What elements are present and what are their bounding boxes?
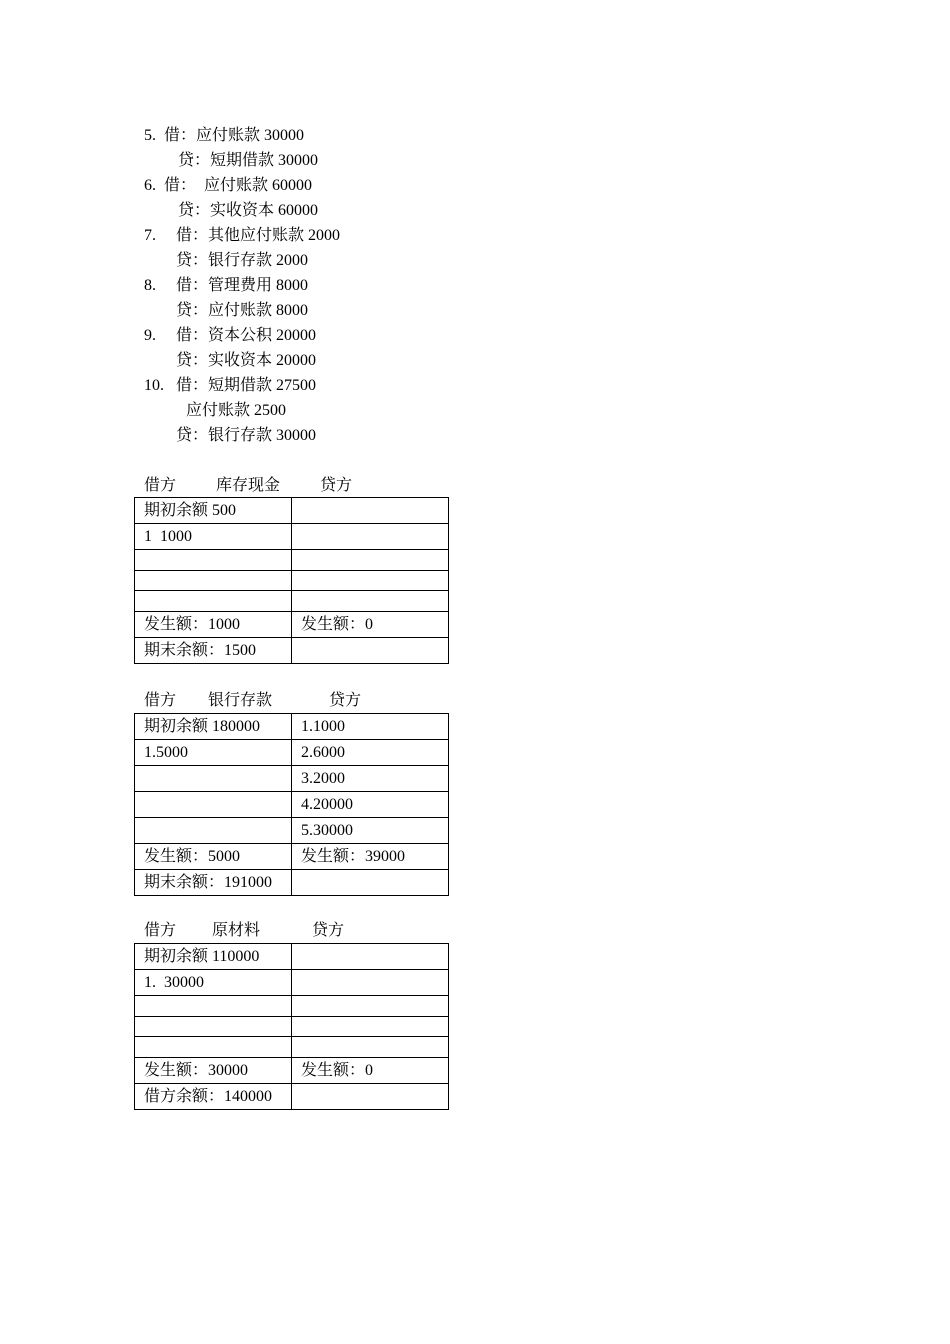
entry-10-debit-2: 应付账款 2500	[186, 402, 287, 419]
table-row	[135, 944, 449, 970]
t-account-bank-title: 银行存款	[208, 692, 273, 709]
credit-cell: 发生额：39000	[292, 844, 449, 870]
table-row	[135, 591, 449, 612]
table-row	[135, 818, 449, 844]
debit-cell: 期末余额：1500	[135, 638, 292, 664]
debit-cell: 1 1000	[135, 524, 292, 550]
debit-cell: 发生额：1000	[135, 612, 292, 638]
table-row	[135, 996, 449, 1017]
credit-cell: 4.20000	[292, 792, 449, 818]
debit-cell: 1.5000	[135, 740, 292, 766]
credit-cell	[292, 970, 449, 996]
t-account-materials-debit-label: 借方	[144, 922, 177, 939]
t-account-cash-credit-label: 贷方	[320, 477, 353, 494]
t-account-cash	[134, 497, 449, 664]
entry-7-number: 7.	[144, 227, 156, 244]
credit-cell: 2.6000	[292, 740, 449, 766]
debit-cell	[135, 1017, 292, 1037]
debit-cell	[135, 766, 292, 792]
debit-cell: 期末余额：191000	[135, 870, 292, 896]
t-account-materials	[134, 943, 449, 1110]
entry-5-credit: 贷：短期借款 30000	[178, 152, 319, 169]
table-row	[135, 1058, 449, 1084]
entry-9-debit: 借：资本公积 20000	[176, 327, 317, 344]
debit-cell: 1. 30000	[135, 970, 292, 996]
t-account-cash-title: 库存现金	[216, 477, 281, 494]
table-row	[135, 844, 449, 870]
credit-cell	[292, 550, 449, 571]
t-account-cash-debit-label: 借方	[144, 477, 177, 494]
table-row	[135, 571, 449, 591]
debit-cell: 发生额：30000	[135, 1058, 292, 1084]
table-row	[135, 1017, 449, 1037]
entry-8-credit: 贷：应付账款 8000	[176, 302, 309, 319]
entry-8-number: 8.	[144, 277, 156, 294]
debit-cell: 发生额：5000	[135, 844, 292, 870]
entry-10-credit: 贷：银行存款 30000	[176, 427, 317, 444]
entry-6-debit: 6. 借： 应付账款 60000	[144, 177, 313, 194]
credit-cell	[292, 1037, 449, 1058]
table-row	[135, 792, 449, 818]
credit-cell	[292, 1017, 449, 1037]
entry-10-debit: 借：短期借款 27500	[176, 377, 317, 394]
table-row	[135, 714, 449, 740]
debit-cell	[135, 818, 292, 844]
entry-8-debit: 借：管理费用 8000	[176, 277, 309, 294]
debit-cell	[135, 792, 292, 818]
entry-7-credit: 贷：银行存款 2000	[176, 252, 309, 269]
credit-cell: 5.30000	[292, 818, 449, 844]
credit-cell	[292, 524, 449, 550]
t-account-bank	[134, 713, 449, 896]
table-row	[135, 766, 449, 792]
credit-cell: 发生额：0	[292, 1058, 449, 1084]
t-account-materials-credit-label: 贷方	[312, 922, 345, 939]
debit-cell	[135, 996, 292, 1017]
debit-cell: 期初余额 500	[135, 498, 292, 524]
entry-9-credit: 贷：实收资本 20000	[176, 352, 317, 369]
credit-cell	[292, 638, 449, 664]
t-account-bank-credit-label: 贷方	[329, 692, 362, 709]
debit-cell	[135, 1037, 292, 1058]
table-row	[135, 550, 449, 571]
entry-7-debit: 借：其他应付账款 2000	[176, 227, 341, 244]
debit-cell: 期初余额 110000	[135, 944, 292, 970]
credit-cell	[292, 591, 449, 612]
table-row	[135, 870, 449, 896]
credit-cell	[292, 1084, 449, 1110]
t-account-bank-debit-label: 借方	[144, 692, 177, 709]
table-row	[135, 740, 449, 766]
debit-cell	[135, 550, 292, 571]
debit-cell	[135, 571, 292, 591]
entry-5-debit: 5. 借：应付账款 30000	[144, 127, 305, 144]
credit-cell	[292, 996, 449, 1017]
debit-cell	[135, 591, 292, 612]
table-row	[135, 524, 449, 550]
table-row	[135, 498, 449, 524]
table-row	[135, 970, 449, 996]
entry-10-number: 10.	[144, 377, 164, 394]
debit-cell: 期初余额 180000	[135, 714, 292, 740]
t-account-materials-title: 原材料	[212, 922, 261, 939]
entry-6-credit: 贷：实收资本 60000	[178, 202, 319, 219]
table-row	[135, 1037, 449, 1058]
credit-cell: 3.2000	[292, 766, 449, 792]
table-row	[135, 612, 449, 638]
credit-cell	[292, 498, 449, 524]
credit-cell: 1.1000	[292, 714, 449, 740]
credit-cell: 发生额：0	[292, 612, 449, 638]
credit-cell	[292, 870, 449, 896]
debit-cell: 借方余额：140000	[135, 1084, 292, 1110]
table-row	[135, 638, 449, 664]
entry-9-number: 9.	[144, 327, 156, 344]
credit-cell	[292, 571, 449, 591]
credit-cell	[292, 944, 449, 970]
table-row	[135, 1084, 449, 1110]
